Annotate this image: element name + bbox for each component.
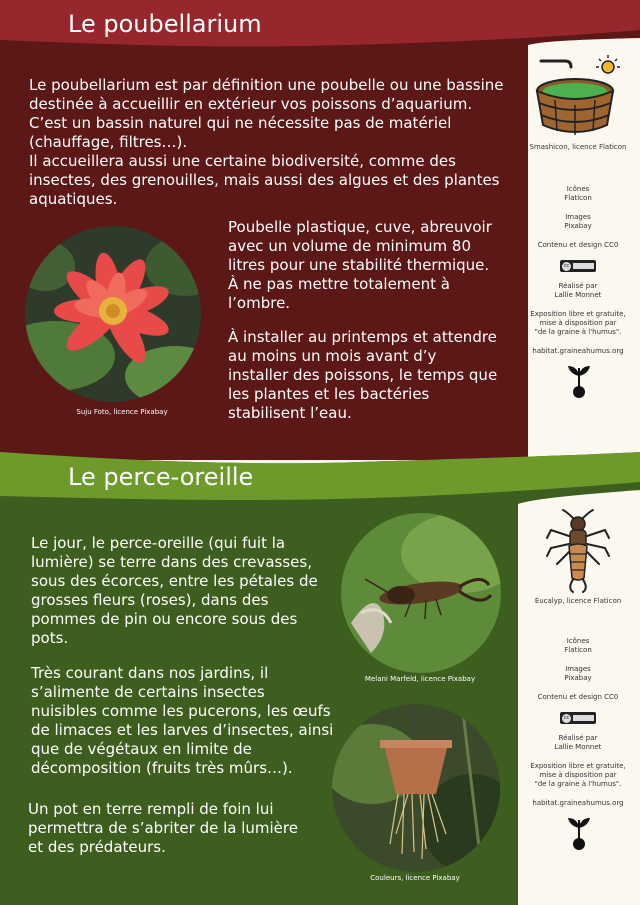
website-link[interactable]: habitat.graineahumus.org — [532, 347, 624, 355]
section2-title: Le perce-oreille — [68, 463, 254, 491]
pot-shelter-photo — [332, 704, 500, 872]
icons-credit-line1: Icônes — [566, 637, 590, 645]
section1-title: Le poubellarium — [68, 10, 262, 38]
made-by-line2: Lallie Monnet — [554, 291, 602, 299]
expo-line2: mise à disposition par — [539, 771, 617, 779]
icons-credit-line1: Icônes — [566, 185, 590, 193]
earwig-photo — [341, 513, 501, 673]
images-credit-line1: Images — [565, 665, 591, 673]
section2-credits — [522, 637, 634, 818]
seedling-logo-icon — [566, 812, 592, 852]
section1-para2: Poubelle plastique, cuve, abreuvoir avec un volume de minimum 80 litres pour une stabilité thermique. À ne pas mettre totalement à l’ombre. — [228, 218, 492, 312]
made-by-line1: Réalisé par — [558, 734, 598, 742]
earwig-icon-caption: Eucalyp, licence Flaticon — [534, 597, 622, 605]
made-by-line1: Réalisé par — [558, 282, 598, 290]
content-credit: Contenu et design CC0 — [537, 241, 619, 249]
cc-badge-label: cc — [563, 714, 570, 721]
cc-badge-label: cc — [563, 262, 570, 269]
section1-intro — [29, 76, 515, 209]
images-credit-line2: Pixabay — [564, 222, 592, 230]
expo-line3: "de la graine à l'humus". — [534, 328, 622, 336]
pond-icon-caption: Smashicon, licence Flaticon — [529, 143, 627, 151]
made-by-line2: Lallie Monnet — [554, 743, 602, 751]
expo-line2: mise à disposition par — [539, 319, 617, 327]
expo-line1: Exposition libre et gratuite, — [530, 310, 626, 318]
website-link[interactable]: habitat.graineahumus.org — [532, 799, 624, 807]
section1-intro-text: Le poubellarium est par définition une poubelle ou une bassine destinée à accueillir en extérieur vos poissons d’aquarium. C’est un bassin naturel qui ne nécessite pas de matériel (chauffage, filtres…). — [29, 76, 504, 151]
pond-tub-icon — [533, 53, 623, 138]
section2-para3: Un pot en terre rempli de foin lui permettra de s’abriter de la lumière et des prédateurs. — [28, 800, 298, 856]
section2-para2: Très courant dans nos jardins, il s’alimente de certains insectes nuisibles comme les pucerons, les œufs de limaces et les larves d’insectes, ainsi que de végétaux en limite de décomposition (fruits très mûrs…). — [31, 664, 334, 777]
images-credit-line1: Images — [565, 213, 591, 221]
content-credit: Contenu et design CC0 — [537, 693, 619, 701]
earwig-icon — [543, 508, 613, 593]
section1-para3: À installer au printemps et attendre au moins un mois avant d’y installer des poissons, le temps que les plantes et les bactéries stabilisent l’eau. — [228, 328, 498, 422]
expo-line3: "de la graine à l'humus". — [534, 780, 622, 788]
cc0-badge — [560, 260, 596, 272]
section1-intro2-text: Il accueillera aussi une certaine biodiversité, comme des insectes, des grenouilles, mais aussi des algues et des plantes aquatiques. — [29, 152, 500, 208]
water-lily-caption: Suju Foto, licence Pixabay — [76, 408, 168, 416]
earwig-photo-caption: Melani Marfeld, licence Pixabay — [364, 675, 476, 683]
icons-credit-line2: Flaticon — [564, 194, 592, 202]
cc0-badge — [560, 712, 596, 724]
section2-para1: Le jour, le perce-oreille (qui fuit la lumière) se terre dans des crevasses, sous des écorces, entre les pétales de grosses fleurs (roses), dans des pommes de pin ou encore sous des pots. — [31, 534, 318, 647]
section1-credits — [522, 185, 634, 366]
water-lily-photo — [25, 226, 201, 402]
seedling-logo-icon — [566, 360, 592, 400]
images-credit-line2: Pixabay — [564, 674, 592, 682]
expo-line1: Exposition libre et gratuite, — [530, 762, 626, 770]
pot-photo-caption: Couleurs, licence Pixabay — [370, 874, 460, 882]
icons-credit-line2: Flaticon — [564, 646, 592, 654]
